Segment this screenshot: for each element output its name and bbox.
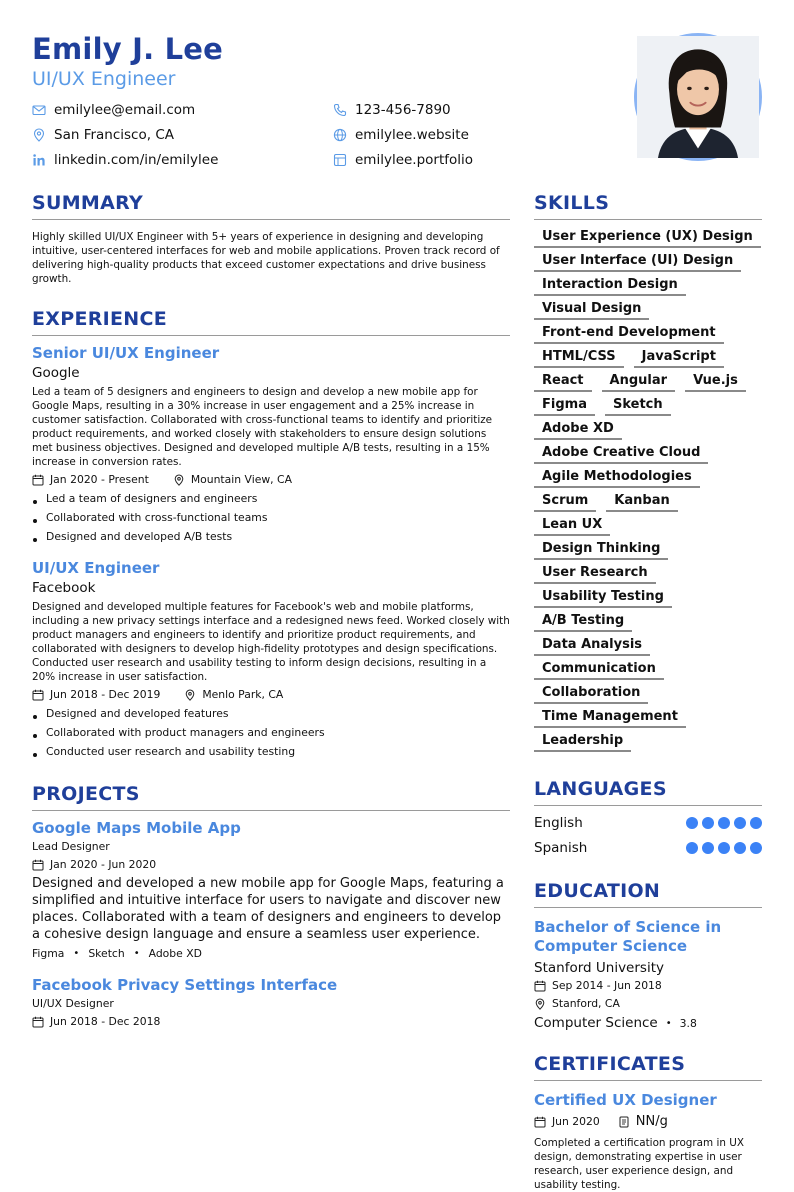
project-role: Lead Designer bbox=[32, 840, 110, 853]
calendar-icon bbox=[534, 980, 546, 992]
skill-tag: Front-end Development bbox=[534, 324, 724, 344]
skill-tag: JavaScript bbox=[634, 348, 724, 368]
proficiency-dots bbox=[682, 817, 762, 829]
project-title: Google Maps Mobile App bbox=[32, 819, 241, 837]
languages-list bbox=[534, 810, 762, 860]
certificate-meta bbox=[534, 1113, 762, 1131]
skill-tag: Time Management bbox=[534, 708, 686, 728]
location-pin-icon bbox=[32, 128, 46, 142]
languages-heading: LANGUAGES bbox=[534, 776, 762, 806]
profile-photo bbox=[634, 33, 762, 161]
contact-website[interactable] bbox=[333, 125, 469, 145]
job-dates: Jan 2020 - Present bbox=[32, 473, 149, 487]
calendar-icon bbox=[534, 1116, 546, 1128]
job-bullets bbox=[32, 489, 510, 546]
right-column bbox=[534, 190, 762, 1192]
candidate-name: Emily J. Lee bbox=[32, 32, 224, 66]
certificate-issuer: NN/g bbox=[618, 1113, 668, 1131]
language-name: English bbox=[534, 814, 583, 831]
list-item: Designed and developed features bbox=[32, 704, 510, 723]
skills-heading: SKILLS bbox=[534, 190, 762, 220]
contact-location-text: San Francisco, CA bbox=[54, 127, 174, 143]
skills-list bbox=[534, 228, 762, 756]
skill-tag: Adobe Creative Cloud bbox=[534, 444, 708, 464]
language-row bbox=[534, 835, 762, 860]
candidate-role: UI/UX Engineer bbox=[32, 68, 176, 90]
skill-tag: Sketch bbox=[605, 396, 671, 416]
skill-tag: Lean UX bbox=[534, 516, 610, 536]
certificate-description: Completed a certification program in UX design, demonstrating expertise in user research, user experience design, and usability testing. bbox=[534, 1137, 744, 1191]
job-company: Facebook bbox=[32, 580, 96, 596]
skill-tag: Agile Methodologies bbox=[534, 468, 700, 488]
certificates-heading: CERTIFICATES bbox=[534, 1051, 762, 1081]
summary-heading: SUMMARY bbox=[32, 190, 510, 220]
list-item: Collaborated with cross-functional teams bbox=[32, 508, 510, 527]
project-entry bbox=[32, 818, 510, 961]
job-company: Google bbox=[32, 365, 80, 381]
education-location: Stanford, CA bbox=[534, 995, 762, 1013]
job-location: Menlo Park, CA bbox=[184, 688, 283, 702]
job-dates: Jun 2018 - Dec 2019 bbox=[32, 688, 160, 702]
tool-tag: Figma bbox=[32, 947, 65, 960]
skill-tag: React bbox=[534, 372, 592, 392]
skill-tag: Vue.js bbox=[685, 372, 746, 392]
calendar-icon bbox=[32, 474, 44, 486]
certificate-date: Jun 2020 bbox=[534, 1113, 600, 1131]
project-meta bbox=[32, 1015, 510, 1029]
education-dates: Sep 2014 - Jun 2018 bbox=[534, 977, 762, 995]
location-pin-icon bbox=[184, 689, 196, 701]
skill-tag: Figma bbox=[534, 396, 595, 416]
contact-portfolio[interactable] bbox=[333, 150, 473, 170]
globe-icon bbox=[333, 128, 347, 142]
skill-tag: Interaction Design bbox=[534, 276, 686, 296]
school-name: Stanford University bbox=[534, 960, 664, 976]
skill-tag: Angular bbox=[602, 372, 676, 392]
job-location: Mountain View, CA bbox=[173, 473, 292, 487]
left-column bbox=[32, 190, 510, 1029]
education-field-gpa: Computer Science • 3.8 bbox=[534, 1015, 697, 1031]
job-bullets bbox=[32, 704, 510, 761]
project-tools: Figma • Sketch • Adobe XD bbox=[32, 947, 202, 960]
job-entry bbox=[32, 343, 510, 546]
job-description: Led a team of 5 designers and engineers to design and develop a new mobile app for Google Maps, resulting in a 30% increase in user engagement and a 25% increase in customer satisfaction. Collaborated with cross-functional teams to identify and prioritize product requirements, and worked closely with stakeholders to ensure design solutions met business objectives. Designed and developed multiple A/B tests, resulting in a 15% increase in conversion rates. bbox=[32, 386, 493, 468]
list-item: Conducted user research and usability testing bbox=[32, 742, 510, 761]
list-item: Designed and developed A/B tests bbox=[32, 527, 510, 546]
project-role: UI/UX Designer bbox=[32, 997, 114, 1010]
field-of-study: Computer Science bbox=[534, 1015, 658, 1031]
location-pin-icon bbox=[534, 998, 546, 1010]
portfolio-icon bbox=[333, 153, 347, 167]
job-meta bbox=[32, 688, 510, 702]
list-item: Collaborated with product managers and engineers bbox=[32, 723, 510, 742]
skill-tag: Leadership bbox=[534, 732, 631, 752]
language-name: Spanish bbox=[534, 839, 588, 856]
phone-icon bbox=[333, 103, 347, 117]
language-row bbox=[534, 810, 762, 835]
skill-tag: Scrum bbox=[534, 492, 596, 512]
experience-heading: EXPERIENCE bbox=[32, 306, 510, 336]
skill-tag: Data Analysis bbox=[534, 636, 650, 656]
contact-location bbox=[32, 125, 174, 145]
project-title: Facebook Privacy Settings Interface bbox=[32, 976, 338, 994]
job-title: Senior UI/UX Engineer bbox=[32, 344, 220, 362]
skill-tag: Adobe XD bbox=[534, 420, 622, 440]
contact-email[interactable] bbox=[32, 100, 195, 120]
contact-website-text: emilylee.website bbox=[355, 127, 469, 143]
location-pin-icon bbox=[173, 474, 185, 486]
tool-tag: Sketch bbox=[88, 947, 125, 960]
education-heading: EDUCATION bbox=[534, 878, 762, 908]
job-meta bbox=[32, 473, 510, 487]
skill-tag: Collaboration bbox=[534, 684, 648, 704]
project-description: Designed and developed a new mobile app for Google Maps, featuring a simplified and intuitive interface for users to navigate and discover new places. Collaborated with a team of designers and engineers to develop a cohesive design language and ensure a seamless user experience. bbox=[32, 876, 504, 942]
contact-linkedin[interactable] bbox=[32, 150, 218, 170]
job-entry bbox=[32, 558, 510, 761]
skill-tag: Design Thinking bbox=[534, 540, 668, 560]
contact-phone[interactable] bbox=[333, 100, 451, 120]
job-title: UI/UX Engineer bbox=[32, 559, 160, 577]
skill-tag: Kanban bbox=[606, 492, 677, 512]
resume-header bbox=[32, 30, 632, 168]
degree-title: Bachelor of Science in Computer Science bbox=[534, 918, 722, 955]
contact-linkedin-text: linkedin.com/in/emilylee bbox=[54, 152, 219, 168]
document-icon bbox=[618, 1116, 630, 1128]
projects-heading: PROJECTS bbox=[32, 781, 510, 811]
skill-tag: User Research bbox=[534, 564, 656, 584]
list-item: Led a team of designers and engineers bbox=[32, 489, 510, 508]
calendar-icon bbox=[32, 689, 44, 701]
calendar-icon bbox=[32, 1016, 44, 1028]
certificate-title: Certified UX Designer bbox=[534, 1091, 717, 1109]
skill-tag: Usability Testing bbox=[534, 588, 672, 608]
project-dates: Jun 2018 - Dec 2018 bbox=[32, 1015, 160, 1029]
envelope-icon bbox=[32, 103, 46, 117]
skill-tag: Visual Design bbox=[534, 300, 649, 320]
linkedin-icon bbox=[32, 153, 46, 167]
skill-tag: User Interface (UI) Design bbox=[534, 252, 741, 272]
project-dates: Jan 2020 - Jun 2020 bbox=[32, 858, 156, 872]
project-entry bbox=[32, 975, 510, 1029]
contact-portfolio-text: emilylee.portfolio bbox=[355, 152, 474, 168]
skill-tag: HTML/CSS bbox=[534, 348, 624, 368]
contact-email-text: emilylee@email.com bbox=[54, 102, 196, 118]
contact-phone-text: 123-456-7890 bbox=[355, 102, 451, 118]
job-description: Designed and developed multiple features for Facebook's web and mobile platforms, including a new privacy settings interface and a redesigned news feed. Worked closely with product managers and engineers to identify and prioritize product requirements, and collaborated with designers to develop high-fidelity prototypes and design specifications. Conducted user research and usability testing to inform design decisions, resulting in a 20% increase in user satisfaction. bbox=[32, 601, 510, 683]
project-meta bbox=[32, 858, 510, 872]
skill-tag: User Experience (UX) Design bbox=[534, 228, 761, 248]
tool-tag: Adobe XD bbox=[148, 947, 202, 960]
skill-tag: A/B Testing bbox=[534, 612, 632, 632]
gpa-value: 3.8 bbox=[679, 1016, 697, 1030]
skill-tag: Communication bbox=[534, 660, 664, 680]
calendar-icon bbox=[32, 859, 44, 871]
proficiency-dots bbox=[682, 842, 762, 854]
summary-text: Highly skilled UI/UX Engineer with 5+ years of experience in designing and developing intuitive, user-centered interfaces for web and mobile applications. Proven track record of delivering high-quality products that exceed customer expectations and drive business growth. bbox=[32, 231, 500, 285]
